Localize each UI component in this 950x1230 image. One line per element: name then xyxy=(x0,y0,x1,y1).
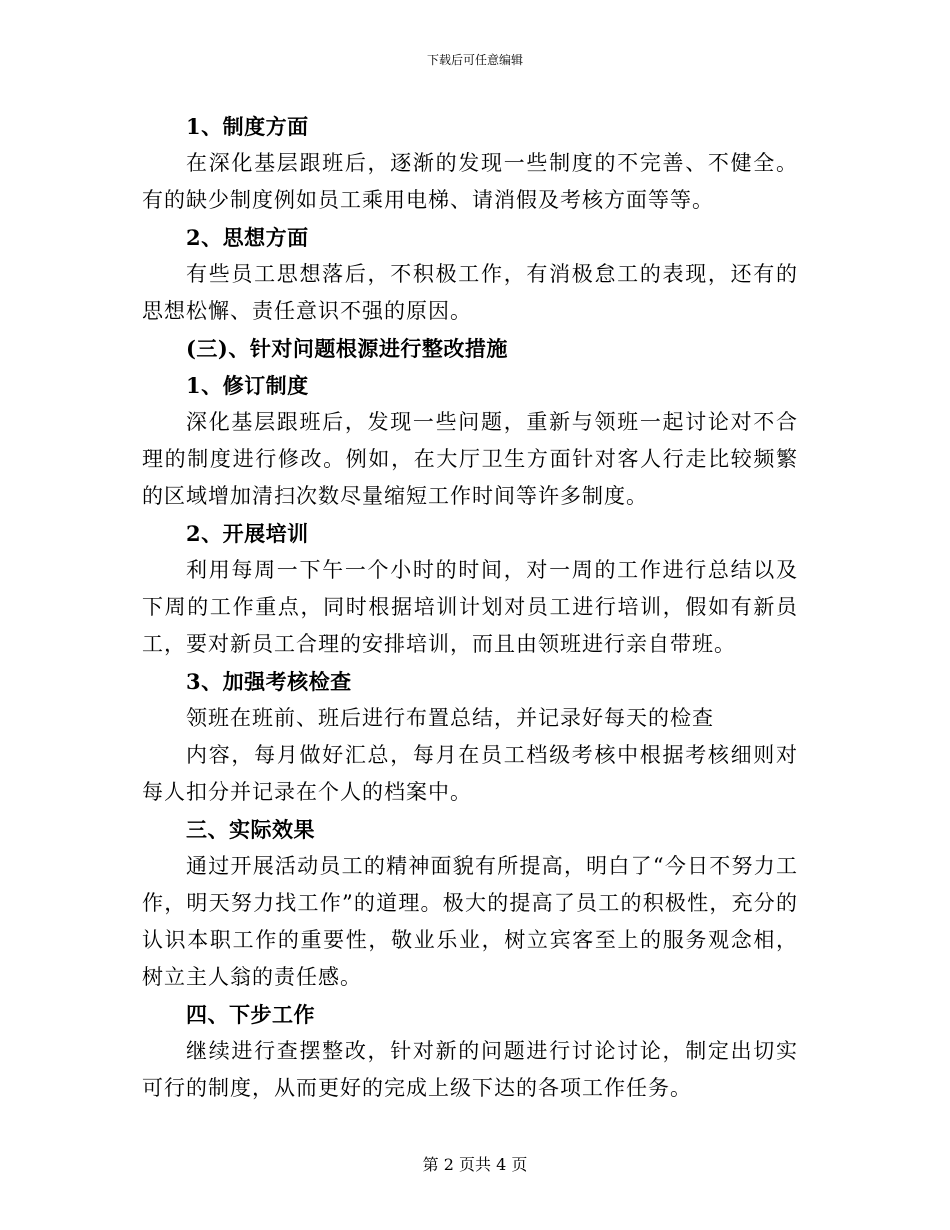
section-heading: 四、下步工作 xyxy=(186,1002,315,1027)
section-heading: 2、思想方面 xyxy=(186,225,309,250)
section-heading: 3、加强考核检查 xyxy=(186,669,352,694)
paragraph: 有些员工思想落后，不积极工作，有消极怠工的表现，还有的思想松懈、责任意识不强的原因。 xyxy=(142,262,798,323)
page-footer: 第 2 页共 4 页 xyxy=(422,1155,528,1174)
paragraph: 利用每周一下午一个小时的时间，对一周的工作进行总结以及下周的工作重点，同时根据培训计划对员工进行培训，假如有新员工，要对新员工合理的安排培训，而且由领班进行亲自带班。 xyxy=(142,558,798,656)
section-heading: (三)、针对问题根源进行整改措施 xyxy=(186,336,508,361)
paragraph: 通过开展活动员工的精神面貌有所提高，明白了“今日不努力工作，明天努力找工作”的道理。极大的提高了员工的积极性，充分的认识本职工作的重要性，敬业乐业，树立宾客至上的服务观念相，树立主人翁的责任感。 xyxy=(142,854,798,989)
paragraph: 内容，每月做好汇总，每月在员工档级考核中根据考核细则对每人扣分并记录在个人的档案中。 xyxy=(142,743,798,804)
paragraph: 领班在班前、班后进行布置总结，并记录好每天的检查 xyxy=(186,706,714,730)
paragraph: 继续进行查摆整改，针对新的问题进行讨论讨论，制定出切实可行的制度，从而更好的完成上级下达的各项工作任务。 xyxy=(142,1039,798,1100)
paragraph: 在深化基层跟班后，逐渐的发现一些制度的不完善、不健全。有的缺少制度例如员工乘用电梯、请消假及考核方面等等。 xyxy=(142,151,798,212)
page-header: 下载后可任意编辑 xyxy=(426,53,523,67)
paragraph: 深化基层跟班后，发现一些问题，重新与领班一起讨论对不合理的制度进行修改。例如，在大厅卫生方面针对客人行走比较频繁的区域增加清扫次数尽量缩短工作时间等许多制度。 xyxy=(142,410,798,508)
section-heading: 1、修订制度 xyxy=(186,373,309,398)
section-heading: 2、开展培训 xyxy=(186,521,309,546)
document-body xyxy=(142,108,798,1107)
section-heading: 三、实际效果 xyxy=(186,817,315,842)
section-heading: 1、制度方面 xyxy=(186,114,309,139)
